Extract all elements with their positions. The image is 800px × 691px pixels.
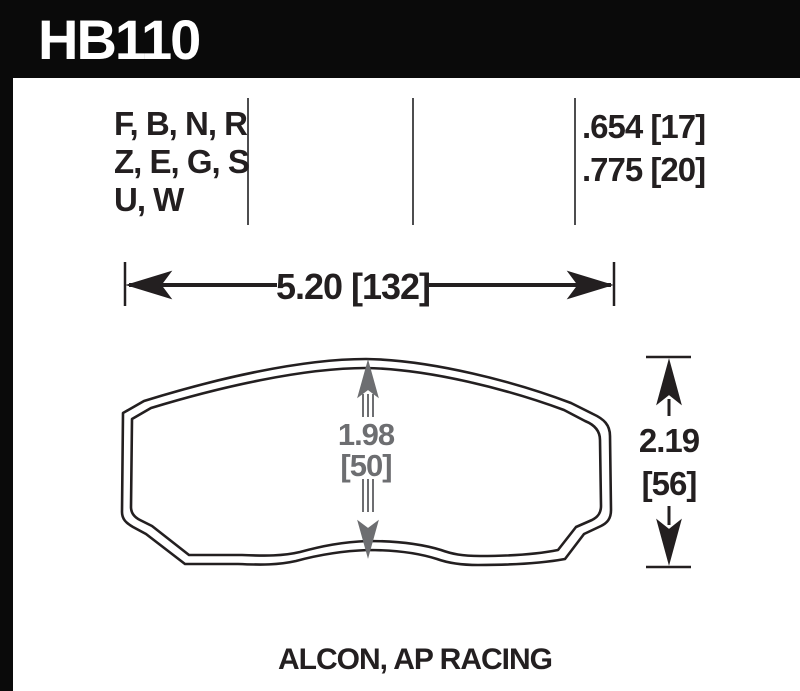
compound-line: F, B, N, R xyxy=(114,105,248,142)
pad-thickness-values xyxy=(582,105,705,191)
compound-line: U, W xyxy=(114,181,184,218)
height-dimension-mm: [56] xyxy=(641,465,697,502)
width-dimension-label: 5.20 [132] xyxy=(275,266,431,307)
height-dimension-inches: 2.19 xyxy=(638,422,700,459)
height-dimension-label xyxy=(599,419,739,505)
applications-label: ALCON, AP RACING xyxy=(277,643,552,676)
compound-line: Z, E, G, S xyxy=(114,143,249,180)
depth-dimension-label xyxy=(296,419,436,481)
depth-dimension-mm: [50] xyxy=(340,448,392,483)
spec-table-dividers xyxy=(248,98,575,225)
depth-dimension-inches: 1.98 xyxy=(337,417,395,452)
thickness-value: .654 [17] xyxy=(582,108,706,145)
thickness-value: .775 [20] xyxy=(582,151,706,188)
compound-letter-list xyxy=(114,105,249,219)
part-number-title: HB110 xyxy=(38,8,200,71)
